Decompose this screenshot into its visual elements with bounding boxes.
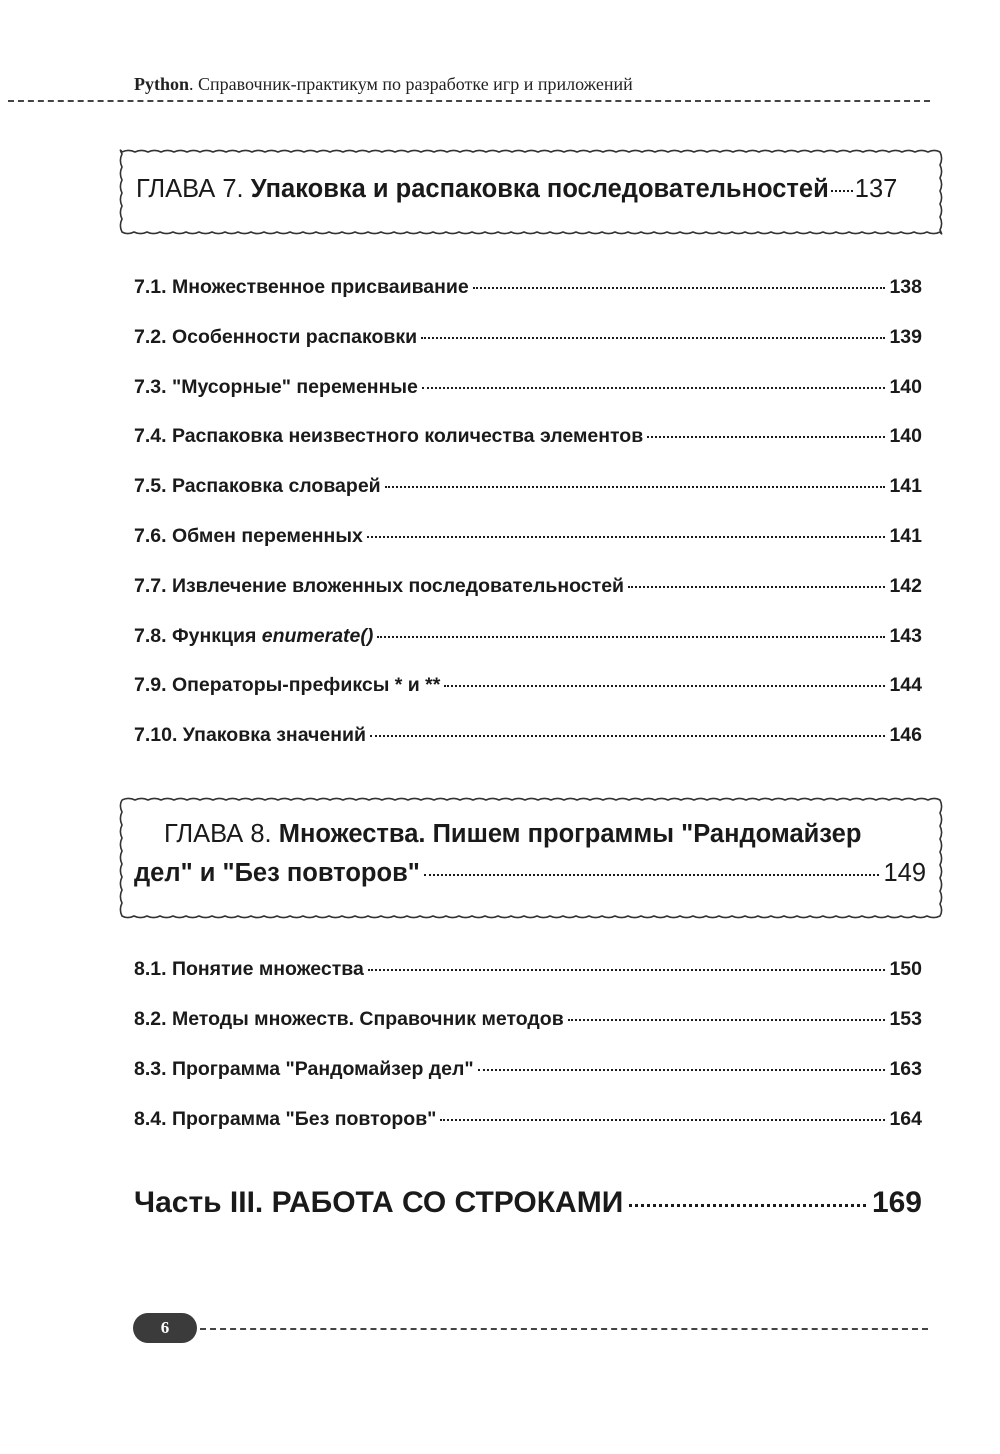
toc-entry-text: Программа "Без повторов" — [171, 1108, 437, 1130]
toc-entry-title — [134, 1008, 564, 1031]
toc-entry-leader — [367, 536, 886, 538]
part-3-title: Часть III. РАБОТА СО СТРОКАМИ — [134, 1186, 624, 1219]
toc-entry-leader — [440, 1119, 885, 1121]
toc-entry-leader — [422, 387, 886, 389]
wavy-border — [120, 798, 941, 917]
toc-entry-leader — [473, 287, 886, 289]
toc-entry-page: 140 — [889, 425, 922, 448]
toc-entry-leader — [377, 636, 885, 638]
chapter-7-title: Упаковка и распаковка последовательностей — [250, 175, 829, 203]
toc-entry-title — [134, 1108, 436, 1131]
toc-entry-text: Понятие множества — [171, 958, 364, 980]
toc-entry-leader — [647, 436, 885, 438]
toc-entry-title — [134, 575, 624, 598]
toc-entry-text: Упаковка значений — [182, 724, 366, 747]
chapter-7-leader — [831, 190, 853, 192]
chapter-8-title-line1: Множества. Пишем программы "Рандомайзер — [278, 820, 862, 848]
toc-entry-text: Распаковка неизвестного количества элементов — [171, 425, 644, 448]
toc-entry-title — [134, 376, 418, 399]
chapter-7-box[interactable] — [118, 148, 944, 236]
toc-entry[interactable] — [134, 674, 922, 702]
toc-entry-text: Программа "Рандомайзер дел" — [171, 1058, 474, 1080]
toc-entry-title — [134, 276, 469, 299]
toc-entry-leader — [568, 1019, 886, 1021]
toc-entry-page: 138 — [889, 276, 922, 298]
toc-entry-leader — [478, 1069, 886, 1071]
toc-entry-page: 139 — [889, 325, 922, 348]
toc-entry-page: 140 — [889, 375, 922, 398]
toc-entry-leader — [368, 969, 886, 971]
toc-entry-text: Множественное присваивание — [171, 276, 469, 298]
toc-entry-page: 163 — [889, 1058, 922, 1080]
toc-entry[interactable] — [134, 625, 922, 653]
toc-entry-number: 8.4. — [134, 1108, 167, 1130]
toc-entry[interactable] — [134, 276, 922, 304]
toc-entry-title — [134, 525, 363, 548]
toc-entry-number: 7.1. — [134, 276, 167, 298]
toc-entry-number: 7.7. — [134, 574, 167, 597]
chapter-7-page: 137 — [854, 175, 898, 203]
toc-entry-page: 143 — [889, 624, 922, 647]
chapter-8-title-line2: дел" и "Без повторов" — [134, 859, 420, 887]
toc-entry-number: 7.6. — [134, 525, 167, 547]
toc-entry[interactable] — [134, 575, 922, 603]
toc-entry-page: 141 — [889, 475, 922, 498]
toc-entry-page: 164 — [889, 1108, 922, 1130]
chapter-8-heading-line2 — [118, 859, 944, 888]
toc-entry-number: 7.3. — [134, 375, 167, 398]
toc-entry-page: 142 — [889, 574, 922, 597]
part-3-entry[interactable] — [134, 1186, 922, 1220]
toc-entry[interactable] — [134, 525, 922, 553]
toc-entry-text: "Мусорные" переменные — [171, 375, 418, 398]
toc-entry-italic: enumerate() — [261, 624, 374, 647]
toc-entry-number: 8.1. — [134, 958, 167, 980]
toc-entry-text: Особенности распаковки — [171, 325, 418, 348]
toc-entry[interactable] — [134, 425, 922, 453]
toc-entry-number: 8.2. — [134, 1008, 167, 1030]
chapter-8-leader — [424, 874, 880, 876]
toc-entry-leader — [385, 486, 886, 488]
toc-entry-leader — [628, 586, 885, 588]
toc-entry-page: 144 — [889, 674, 922, 697]
toc-entry-number: 7.8. — [134, 624, 167, 647]
chapter-8-label: ГЛАВА 8. — [164, 820, 272, 848]
page-number-badge: 6 — [133, 1313, 197, 1343]
toc-entry-leader — [444, 685, 885, 687]
part-3-page: 169 — [871, 1186, 922, 1219]
toc-entry[interactable] — [134, 958, 922, 986]
toc-entry-title — [134, 425, 643, 448]
chapter-7-heading — [118, 175, 944, 204]
toc-entry-title — [134, 958, 364, 981]
running-head-bold: Python — [134, 74, 190, 94]
toc-entry-text: Распаковка словарей — [171, 475, 381, 498]
toc-entry[interactable] — [134, 1058, 922, 1086]
toc-entry-page: 153 — [889, 1008, 922, 1030]
toc-entry-number: 8.3. — [134, 1058, 167, 1080]
chapter-8-heading-line1 — [118, 820, 944, 849]
toc-entry-number: 7.10. — [134, 724, 178, 747]
running-head-rest: . Справочник-практикум по разработке игр и приложений — [189, 74, 633, 94]
toc-entry-text: Функция — [171, 624, 257, 647]
toc-entry[interactable] — [134, 475, 922, 503]
toc-entry[interactable] — [134, 1008, 922, 1036]
toc-entry-text: Методы множеств. Справочник методов — [171, 1008, 564, 1030]
toc-entry-number: 7.9. — [134, 674, 167, 697]
toc-entry-title — [134, 1058, 474, 1081]
toc-entry-page: 150 — [889, 958, 922, 980]
toc-entry-page: 146 — [889, 724, 922, 747]
toc-entry[interactable] — [134, 1108, 922, 1136]
toc-entry-number: 7.4. — [134, 425, 167, 448]
toc-entry-number: 7.5. — [134, 475, 167, 498]
part-3-leader — [629, 1204, 866, 1207]
toc-entry-text: Обмен переменных — [171, 525, 363, 547]
footer-divider — [200, 1328, 928, 1330]
toc-entry-title — [134, 326, 417, 349]
toc-entry[interactable] — [134, 326, 922, 354]
running-head — [134, 74, 633, 95]
toc-entry[interactable] — [134, 724, 922, 752]
toc-entry-title — [134, 674, 440, 697]
chapter-8-page: 149 — [883, 859, 926, 887]
toc-entry-text: Операторы-префиксы * и ** — [171, 674, 441, 697]
toc-entry-page: 141 — [889, 525, 922, 547]
toc-entry-title — [134, 724, 366, 747]
chapter-7-label: ГЛАВА 7. — [136, 175, 244, 203]
toc-entry-leader — [421, 337, 885, 339]
toc-entry-text: Извлечение вложенных последовательностей — [171, 574, 625, 597]
toc-entry-title — [134, 475, 381, 498]
header-divider — [8, 100, 930, 102]
chapter-8-box[interactable] — [118, 796, 944, 920]
toc-entry-title — [134, 625, 373, 648]
toc-entry-leader — [370, 735, 885, 737]
toc-entry[interactable] — [134, 376, 922, 404]
toc-entry-number: 7.2. — [134, 325, 167, 348]
chapter-8-frame — [118, 796, 944, 920]
